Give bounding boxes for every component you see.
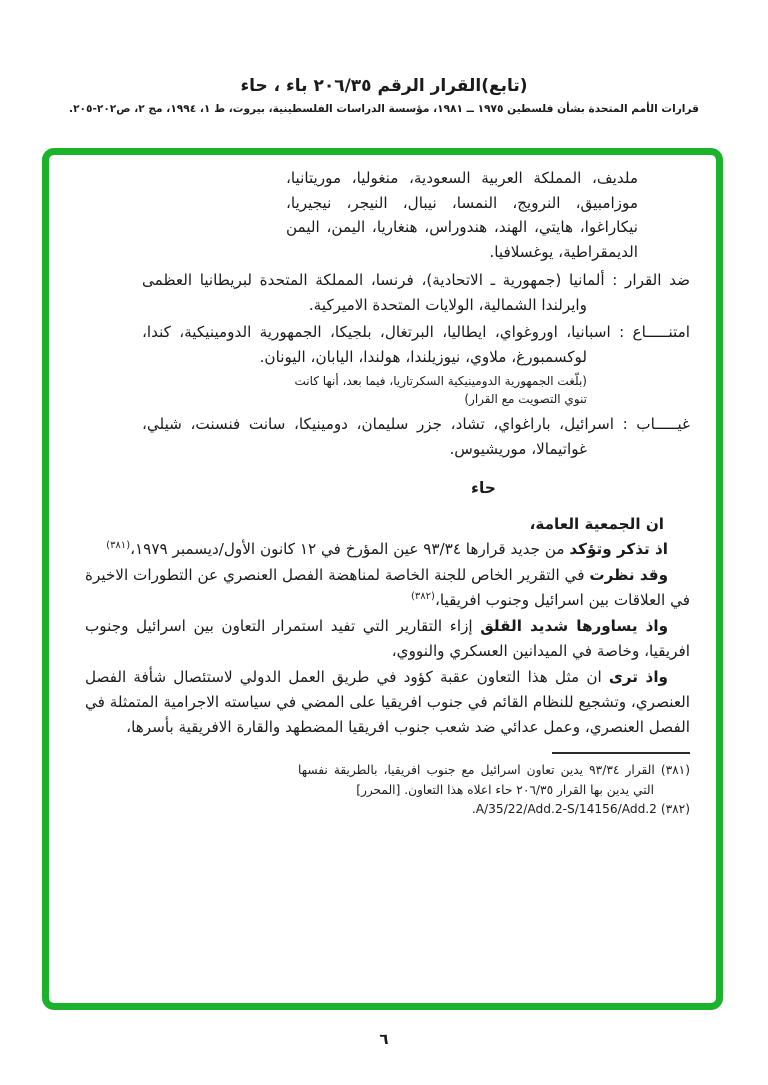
text-segment: من جديد قرارها ٩٣/٣٤ عين المؤرخ في ١٢ كانون الأول/ديسمبر ١٩٧٩،: [130, 540, 570, 558]
absent-text: اسرائيل، باراغواي، تشاد، جزر سليمان، دومينيكا، سانت فنسنت، شيلي، غواتيمالا، موريشيوس.: [142, 415, 614, 458]
footnote-divider: [552, 752, 690, 754]
against-label: ضد القرار :: [612, 271, 691, 289]
vote-list-abstain: [142, 320, 690, 369]
abstain-secretariat-note: (بلّغت الجمهورية الدومينيكية السكرتاريا، فيما بعد، أنها كانت تنوي التصويت مع القرار): [294, 374, 587, 406]
page-number: ٦: [379, 1030, 389, 1048]
text-segment: ان مثل هذا التعاون عقبة كؤود في طريق العمل الدولي لاستئصال شأفة الفصل العنصري، وتشجيع للنظام القائم في جنوب افريقيا على المضي في سياسته الاجرامية المتمثلة في الفصل العنصري، وعمل عدائي ضد شعب جنوب افريقيا المضطهد والقارة الافريقية بأسرها،: [85, 668, 690, 736]
text-segment: واذ ترى: [608, 668, 668, 686]
vote-list-absent: [142, 412, 690, 461]
text-segment: اذ تذكر وتؤكد: [569, 540, 668, 558]
abstain-text: اسبانيا، اوروغواي، ايطاليا، البرتغال، بلجيكا، الجمهورية الدومينيكية، كندا، لوكسمبورغ، ملاوي، نيوزيلندا، هولندا، اليابان، اليونان.: [142, 323, 611, 366]
body-paragraph: [85, 537, 690, 562]
text-segment: إزاء التقارير التي تفيد استمرار التعاون بين اسرائيل وجنوب افريقيا، وخاصة في الميدانين العسكري والنووي،: [85, 617, 690, 660]
vote-list-continuation: [286, 166, 638, 264]
footnote-ref: (٣٨٢): [411, 590, 435, 602]
text-segment: واذ يساورها شديد القلق: [480, 617, 669, 635]
vote-list-against: [142, 268, 690, 317]
vote-list-continuation-text: ملديف، المملكة العربية السعودية، منغوليا، موريتانيا، موزامبيق، النرويج، النمسا، نيبال، النيجر، نيجيريا، نيكاراغوا، هايتي، الهند، هندوراس، هنغاريا، اليمن، اليمن الديمقراطية، يوغسلافيا.: [286, 169, 638, 261]
section-heading-letter: حاء: [471, 479, 496, 497]
footnote-381: (٣٨١) القرار ٩٣/٣٤ يدين تعاون اسرائيل مع جنوب افريقيا، بالطريقة نفسها التي يدين بها القرار ٢٠٦/٣٥ حاء اعلاه هذا التعاون. [المحرر]: [298, 763, 690, 797]
abstain-label: امتنـــــاع :: [619, 323, 690, 341]
body-paragraph: [85, 614, 690, 664]
footnote-ref: (٣٨١): [106, 539, 131, 551]
text-segment: وقد نظرت: [589, 566, 669, 584]
footnote-382: (٣٨٢) A/35/22/Add.2-S/14156/Add.2.: [471, 802, 690, 816]
absent-label: غيـــــاب :: [622, 415, 690, 433]
document-title: (تابع)القرار الرقم ٢٠٦/٣٥ باء ، حاء: [240, 76, 528, 96]
body-paragraph: [85, 563, 690, 613]
footnotes: [85, 761, 690, 820]
against-text: ألمانيا (جمهورية ـ الاتحادية)، فرنسا، المملكة المتحدة لبريطانيا العظمى وايرلندا الشمالية، الولايات المتحدة الاميركية.: [142, 271, 605, 314]
page-header: [0, 0, 768, 115]
document-content: [49, 155, 716, 820]
body-paragraphs: [85, 537, 690, 740]
text-segment: في التقرير الخاص للجنة الخاصة لمناهضة الفصل العنصري عن التطورات الاخيرة في العلاقات بين اسرائيل وجنوب افريقيا،: [85, 566, 690, 609]
source-citation: قرارات الأمم المتحدة بشأن فلسطين ١٩٧٥ ــ ١٩٨١، مؤسسة الدراسات الفلسطينية، بيروت، ط ١، ١٩٩٤، مج ٢، ص٢٠٢-٢٠٥.: [69, 103, 699, 115]
green-highlight-box: [42, 148, 723, 1010]
opening-line: ان الجمعية العامة،: [529, 514, 664, 533]
body-paragraph: [85, 665, 690, 740]
section-heading: [85, 476, 690, 501]
